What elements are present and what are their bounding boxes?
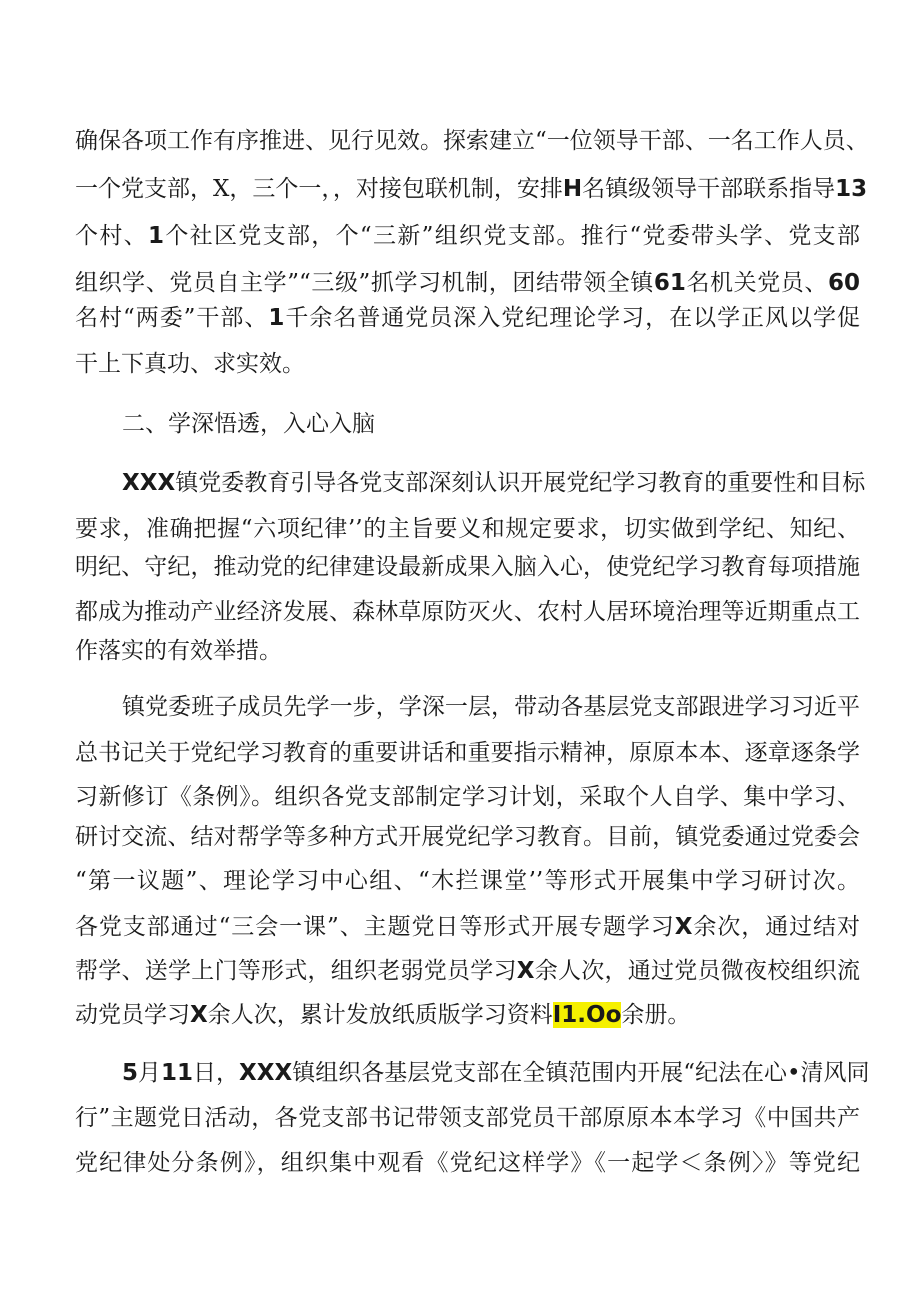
text: 千余名普通党员深入党纪理论学习，在以学正风以学促 [284,305,860,331]
p2-line-1 [122,468,866,498]
p2-line-4: 都成为推动产业经济发展、森林草原防灭火、农村人居环境治理等近期重点工 [75,599,860,625]
p1-line-6: 干上下真功、求实效。 [75,351,305,377]
text: 镇党委教育引导各党支部深刻认识开展党纪学习教育的重要性和目标 [175,470,866,496]
text: 余人次，累计发放纸质版学习资料 [207,1002,553,1028]
section-heading: 二、学深悟透，入心入脑 [122,411,375,437]
number: 60 [827,270,860,296]
text: 帮学、送学上门等形式，组织老弱党员学习 [75,958,517,984]
text: 个社区党支部，个“三新”组织党支部。推行“党委带头学、党支部 [164,223,861,249]
text: 动党员学习 [75,1002,190,1028]
p1-line-2 [75,174,868,204]
p3-line-4: 研讨交流、结对帮学等多种方式开展党纪学习教育。目前，镇党委通过党委会 [75,824,860,850]
p3-line-3: 习新修订《条例》。组织各党支部制定学习计划，采取个人自学、集中学习、 [75,784,860,810]
text: 余人次，通过党员微夜校组织流 [534,958,861,984]
text: 一个党支部，X，三个一，，对接包联机制，安排 [75,176,563,202]
number: X [516,958,535,984]
number: 1 [268,305,285,331]
text: 日， [193,1060,240,1086]
p1-line-3 [75,221,860,251]
p4-line-2: 行”主题党日活动，各党支部书记带领支部党员干部原原本本学习《中国共产 [75,1105,860,1131]
text: 余次，通过结对 [692,914,860,940]
highlighted-number: I1.Oo [552,1002,622,1028]
number: 5 [122,1060,139,1086]
p1-line-4 [75,268,860,298]
text: 名村“两委”干部、 [75,305,269,331]
p3-line-7 [75,956,860,986]
number: H [562,176,583,202]
number: 1 [147,223,164,249]
number: 13 [835,176,868,202]
number: 61 [653,270,686,296]
text: 镇组织各基层党支部在全镇范围内开展“纪法在心•清风同 [292,1060,870,1086]
p1-line-5 [75,303,860,333]
number: XXX [239,1060,293,1086]
number: X [190,1002,208,1028]
text: 余册。 [621,1002,691,1028]
number: XXX [122,470,176,496]
p2-line-3: 明纪、守纪，推动党的纪律建设最新成果入脑入心，使党纪学习教育每项措施 [75,554,860,580]
p3-line-8 [75,1000,860,1030]
text: 月 [138,1060,162,1086]
p3-line-1: 镇党委班子成员先学一步，学深一层，带动各基层党支部跟进学习习近平 [122,694,860,720]
text: 各党支部通过“三会一课”、主题党日等形式开展专题学习 [75,914,675,940]
p3-line-6 [75,912,860,942]
number: X [674,914,693,940]
p3-line-5: “第一议题”、理论学习中心组、“木拦课堂’’等形式开展集中学习研讨次。 [75,868,860,894]
p4-line-1 [122,1058,870,1088]
text: 组织学、党员自主学”“三级”抓学习机制，团结带领全镇 [75,270,654,296]
text: 名机关党员、 [685,270,828,296]
p1-line-1: 确保各项工作有序推进、见行见效。探索建立“一位领导干部、一名工作人员、 [75,128,869,154]
text: 个村、 [75,223,148,249]
p3-line-2: 总书记关于党纪学习教育的重要讲话和重要指示精神，原原本本、逐章逐条学 [75,740,860,766]
p2-line-2: 要求，准确把握“六项纪律’’的主旨要义和规定要求，切实做到学纪、知纪、 [75,516,860,542]
p2-line-5: 作落实的有效举措。 [75,638,282,664]
p4-line-3: 党纪律处分条例》，组织集中观看《党纪这样学》《一起学＜条例〉》等党纪 [75,1150,860,1176]
number: 11 [161,1060,194,1086]
text: 名镇级领导干部联系指导 [582,176,836,202]
